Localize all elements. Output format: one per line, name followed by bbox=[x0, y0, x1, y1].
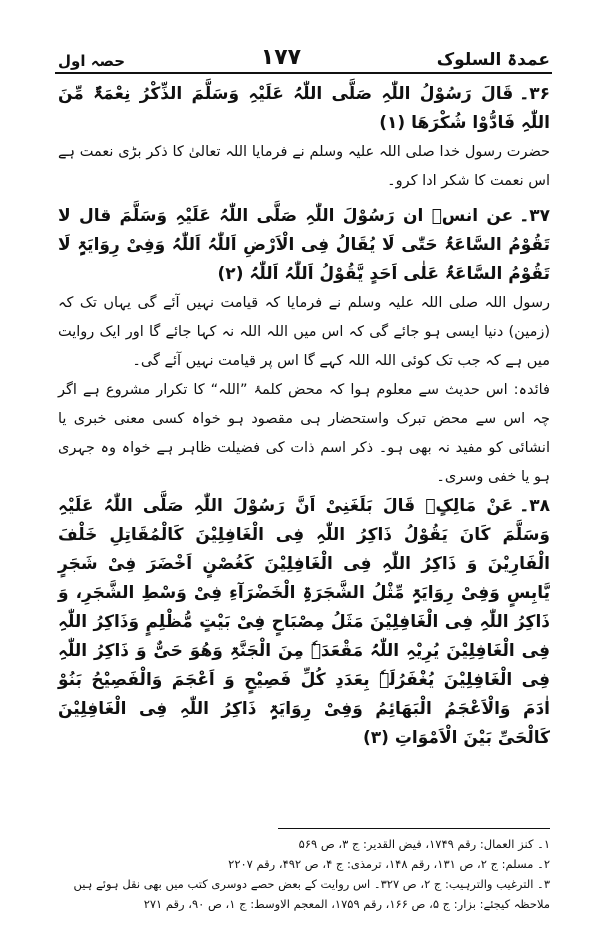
faida-note: فائدہ: اس حدیث سے معلوم ہوا کہ محض کلمۂ ”اللہ“ کا تکرار مشروع ہے اگر چہ اس سے محض تبرک واستحضار ہی مقصود ہو خواہ کسی معنی خبری یا انشائی کو مفید نہ بھی ہو۔ ذکر اسم ذات کی فضیلت ظاہر ہے خواہ وہ جہری ہو یا خفی وسری۔ bbox=[58, 382, 550, 485]
footnote-2: ۲۔ مسلم: ج ۲، ص ۱۳۱، رقم ۱۴۸، ترمذی: ج ۴، ص ۴۹۲، رقم ۲۲۰۷ bbox=[228, 857, 550, 871]
hadith-number: ۳۷۔ bbox=[519, 206, 550, 226]
hadith-38-arabic bbox=[58, 492, 550, 753]
hadith-36-translation: حضرت رسول خدا صلی اللہ علیہ وسلم نے فرمایا اللہ تعالیٰ کا ذکر بڑی نعمت ہے اس نعمت کا شکر ادا کرو۔ bbox=[58, 144, 550, 189]
hadith-text: عن انسؓ ان رَسُوْلَ اللّٰہِ صَلَّی اللّٰہُ عَلَیْہِ وَسَلَّمَ قال لا تَقُوْمُ السَّاعَۃُ حَتّٰی لَا یُقَالُ فِی الْاَرْضِ اَللّٰہُ اَللّٰہُ وَفِیْ رِوَایَۃٍ لَا تَقُوْمُ السَّاعَۃُ عَلٰی اَحَدٍ یَّقُوْلُ اَللّٰہُ اَللّٰہُ (۲) bbox=[58, 206, 550, 284]
hadith-text: قَالَ رَسُوْلُ اللّٰہِ صَلَّی اللّٰہُ عَلَیْہِ وَسَلَّمَ الذِّکْرُ نِعْمَۃٌ مِّنَ اللّٰہِ فَادُّوْا شُکْرَھَا (۱) bbox=[58, 84, 550, 133]
footnote-1: ۱۔ کنز العمال: رقم ۱۷۴۹، فیض القدیر: ج ۳، ص ۵۶۹ bbox=[298, 837, 550, 851]
footnote-3: ۳۔ الترغیب والترہیب: ج ۲، ص ۳۲۷۔ اس روایت کے بعض حصے دوسری کتب میں بھی نقل ہوئے ہیں ملاحظہ کیجئے: بزار: ج ۵، ص ۱۶۶، رقم ۱۷۵۹، المعجم الاوسط: ج ۱، ص ۹۰، رقم ۲۷۱ bbox=[73, 877, 550, 911]
hadith-36-arabic bbox=[58, 80, 550, 138]
hadith-37-arabic bbox=[58, 202, 550, 289]
hadith-text: عَنْ مَالِکٍؒ قَالَ بَلَغَنِیْ اَنَّ رَسُوْلَ اللّٰہِ صَلَّی اللّٰہُ عَلَیْہِ وَسَلَّمَ کَانَ یَقُوْلُ ذَاکِرُ اللّٰہِ فِی الْغَافِلِیْنَ کَالْمُقَاتِلِ خَلْفَ الْفَارِیْنَ وَ ذَاکِرُ اللّٰہِ فِی الْغَافِلِیْنَ کَغُصْنٍ اَخْضَرَ فِیْ شَجَرٍ یَّابِسٍ وَفِیْ رِوَایَۃٍ مِّثْلُ الشَّجَرَۃِ الْخَضْرَآءِ فِیْ وَسْطِ الشَّجَرِ، وَ ذَاکِرُ اللّٰہِ فِی الْغَافِلِیْنَ مَثَلُ مِصْبَاحٍ فِیْ بَیْتٍ مُّظْلِمٍ وَذَاکِرُ اللّٰہِ فِی الْغَافِلِیْنَ یُرِیْہِ اللّٰہُ مَقْعَدَہٗ مِنَ الْجَنَّۃِ وَھُوَ حَیٌّ وَ ذَاکِرُ اللّٰہِ فِی الْغَافِلِیْنَ یُغْفَرُلَہٗ بِعَدَدِ کُلِّ فَصِیْحٍ وَ اَعْجَمَ وَالْفَصِیْحُ بَنُوْ اٰدَمَ وَالْاَعْجَمُ الْبَھَائِمُ وَفِیْ رِوَایَۃٍ ذَاکِرُ اللّٰہِ فِی الْغَافِلِیْنَ کَالْحَیِّ بَیْنَ الْاَمْوَاتِ (۳) bbox=[58, 496, 550, 748]
section-label: حصہ اول bbox=[58, 52, 126, 70]
hadith-number: ۳۶۔ bbox=[519, 84, 550, 104]
footnote-divider bbox=[278, 828, 550, 829]
page-header bbox=[58, 40, 550, 70]
hadith-number: ۳۸۔ bbox=[519, 496, 550, 516]
footnotes bbox=[58, 834, 550, 914]
page-body bbox=[58, 80, 550, 753]
book-title: عمدۃ السلوک bbox=[436, 50, 550, 70]
hadith-37-translation: رسول اللہ صلی اللہ علیہ وسلم نے فرمایا کہ قیامت نہیں آئے گی یہاں تک کہ (زمین) دنیا ایسی ہو جائے گی کہ اس میں اللہ اللہ نہ کہا جائے گا اور ایک روایت میں ہے کہ جب تک کوئی اللہ اللہ کہے گا اس پر قیامت نہیں آئے گی۔ bbox=[58, 295, 550, 369]
page-number: ۱۷۷ bbox=[260, 45, 302, 70]
header-divider bbox=[55, 72, 552, 74]
